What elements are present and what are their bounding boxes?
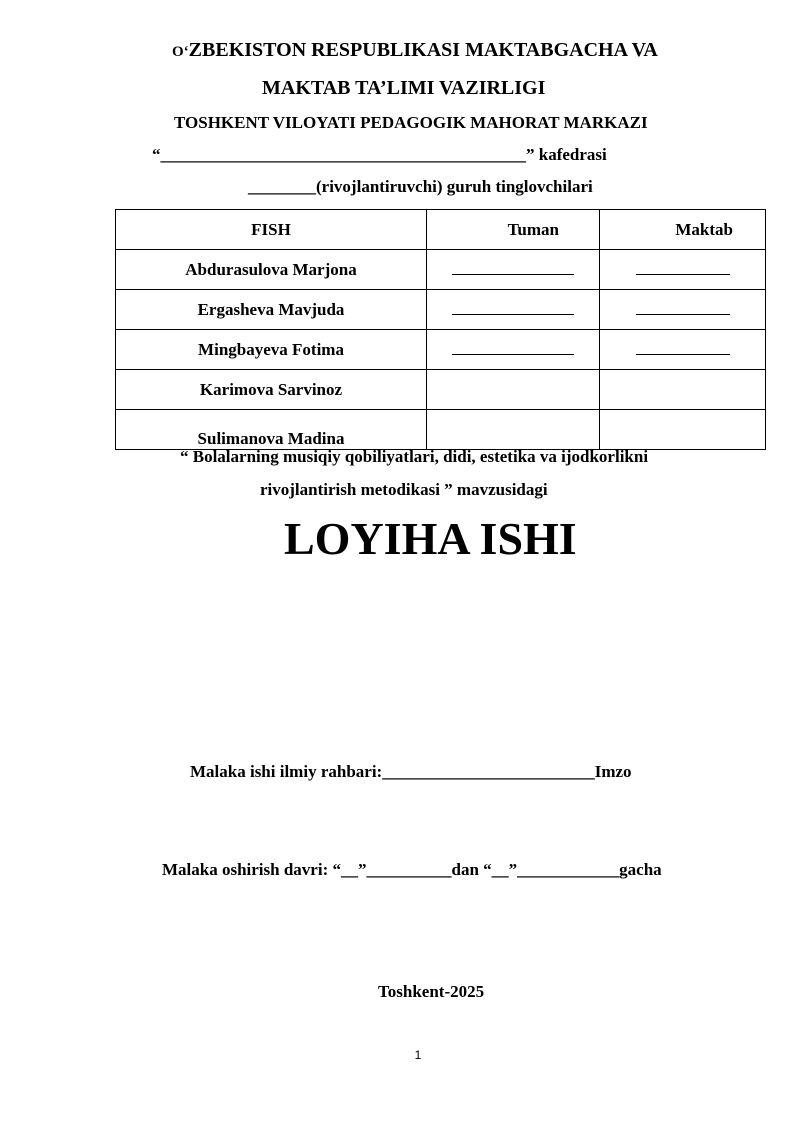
tuman-cell [427,330,600,370]
table-row [116,370,766,410]
participant-name: Karimova Sarvinoz [116,370,427,410]
kafedra-blank: ___________________________________________ [160,145,526,164]
maktab-cell [600,330,766,370]
table-row [116,290,766,330]
ministry-first-letter: O‘ [172,44,189,60]
column-header-maktab: Maktab [600,210,766,250]
maktab-blank-line [636,340,730,355]
participant-name: Sulimanova Madina [116,410,427,450]
tuman-blank-line [452,260,574,275]
maktab-cell [600,370,766,410]
column-header-fish: FISH [116,210,427,250]
tuman-cell [427,370,600,410]
participant-name: Ergasheva Mavjuda [116,290,427,330]
supervisor-blank: _________________________ [382,762,595,781]
kafedra-open-quote: “ [152,145,161,164]
signature-label: Imzo [594,762,632,781]
ministry-name-line-2: MAKTAB TA’LIMI VAZIRLIGI [262,77,546,99]
participants-table [115,209,766,450]
table-header-row [116,210,766,250]
training-period-line: Malaka oshirish davri: “__”__________dan “__”____________gacha [162,860,662,879]
maktab-cell [600,410,766,450]
ministry-name-line-1 [172,40,658,60]
kafedra-line [152,146,607,163]
supervisor-line [190,763,632,780]
participant-name: Mingbayeva Fotima [116,330,427,370]
supervisor-label: Malaka ishi ilmiy rahbari: [190,762,383,781]
maktab-blank-line [636,300,730,315]
maktab-cell [600,290,766,330]
tuman-cell [427,250,600,290]
topic-line-2: rivojlantirish metodikasi ” mavzusidagi [260,480,548,499]
maktab-blank-line [636,260,730,275]
participants-table-body [116,250,766,450]
ministry-line-1-text: ZBEKISTON RESPUBLIKASI MAKTABGACHA VA [188,39,658,61]
table-row [116,250,766,290]
document-title: LOYIHA ISHI [284,513,577,564]
topic-line-1: “ Bolalarning musiqiy qobiliyatlari, didi, estetika va ijodkorlikni [180,447,649,466]
page-number: 1 [414,1048,422,1062]
column-header-tuman: Tuman [427,210,600,250]
kafedra-suffix: ” kafedrasi [526,145,607,164]
table-row [116,410,766,450]
center-name: TOSHKENT VILOYATI PEDAGOGIK MAHORAT MARKAZI [174,113,648,132]
tuman-blank-line [452,340,574,355]
tuman-cell [427,410,600,450]
maktab-cell [600,250,766,290]
table-row [116,330,766,370]
tuman-cell [427,290,600,330]
group-text: (rivojlantiruvchi) guruh tinglovchilari [316,177,593,196]
group-blank: ________ [248,177,316,196]
place-and-year: Toshkent-2025 [378,982,485,1001]
tuman-blank-line [452,300,574,315]
group-line [248,178,593,195]
participant-name: Abdurasulova Marjona [116,250,427,290]
